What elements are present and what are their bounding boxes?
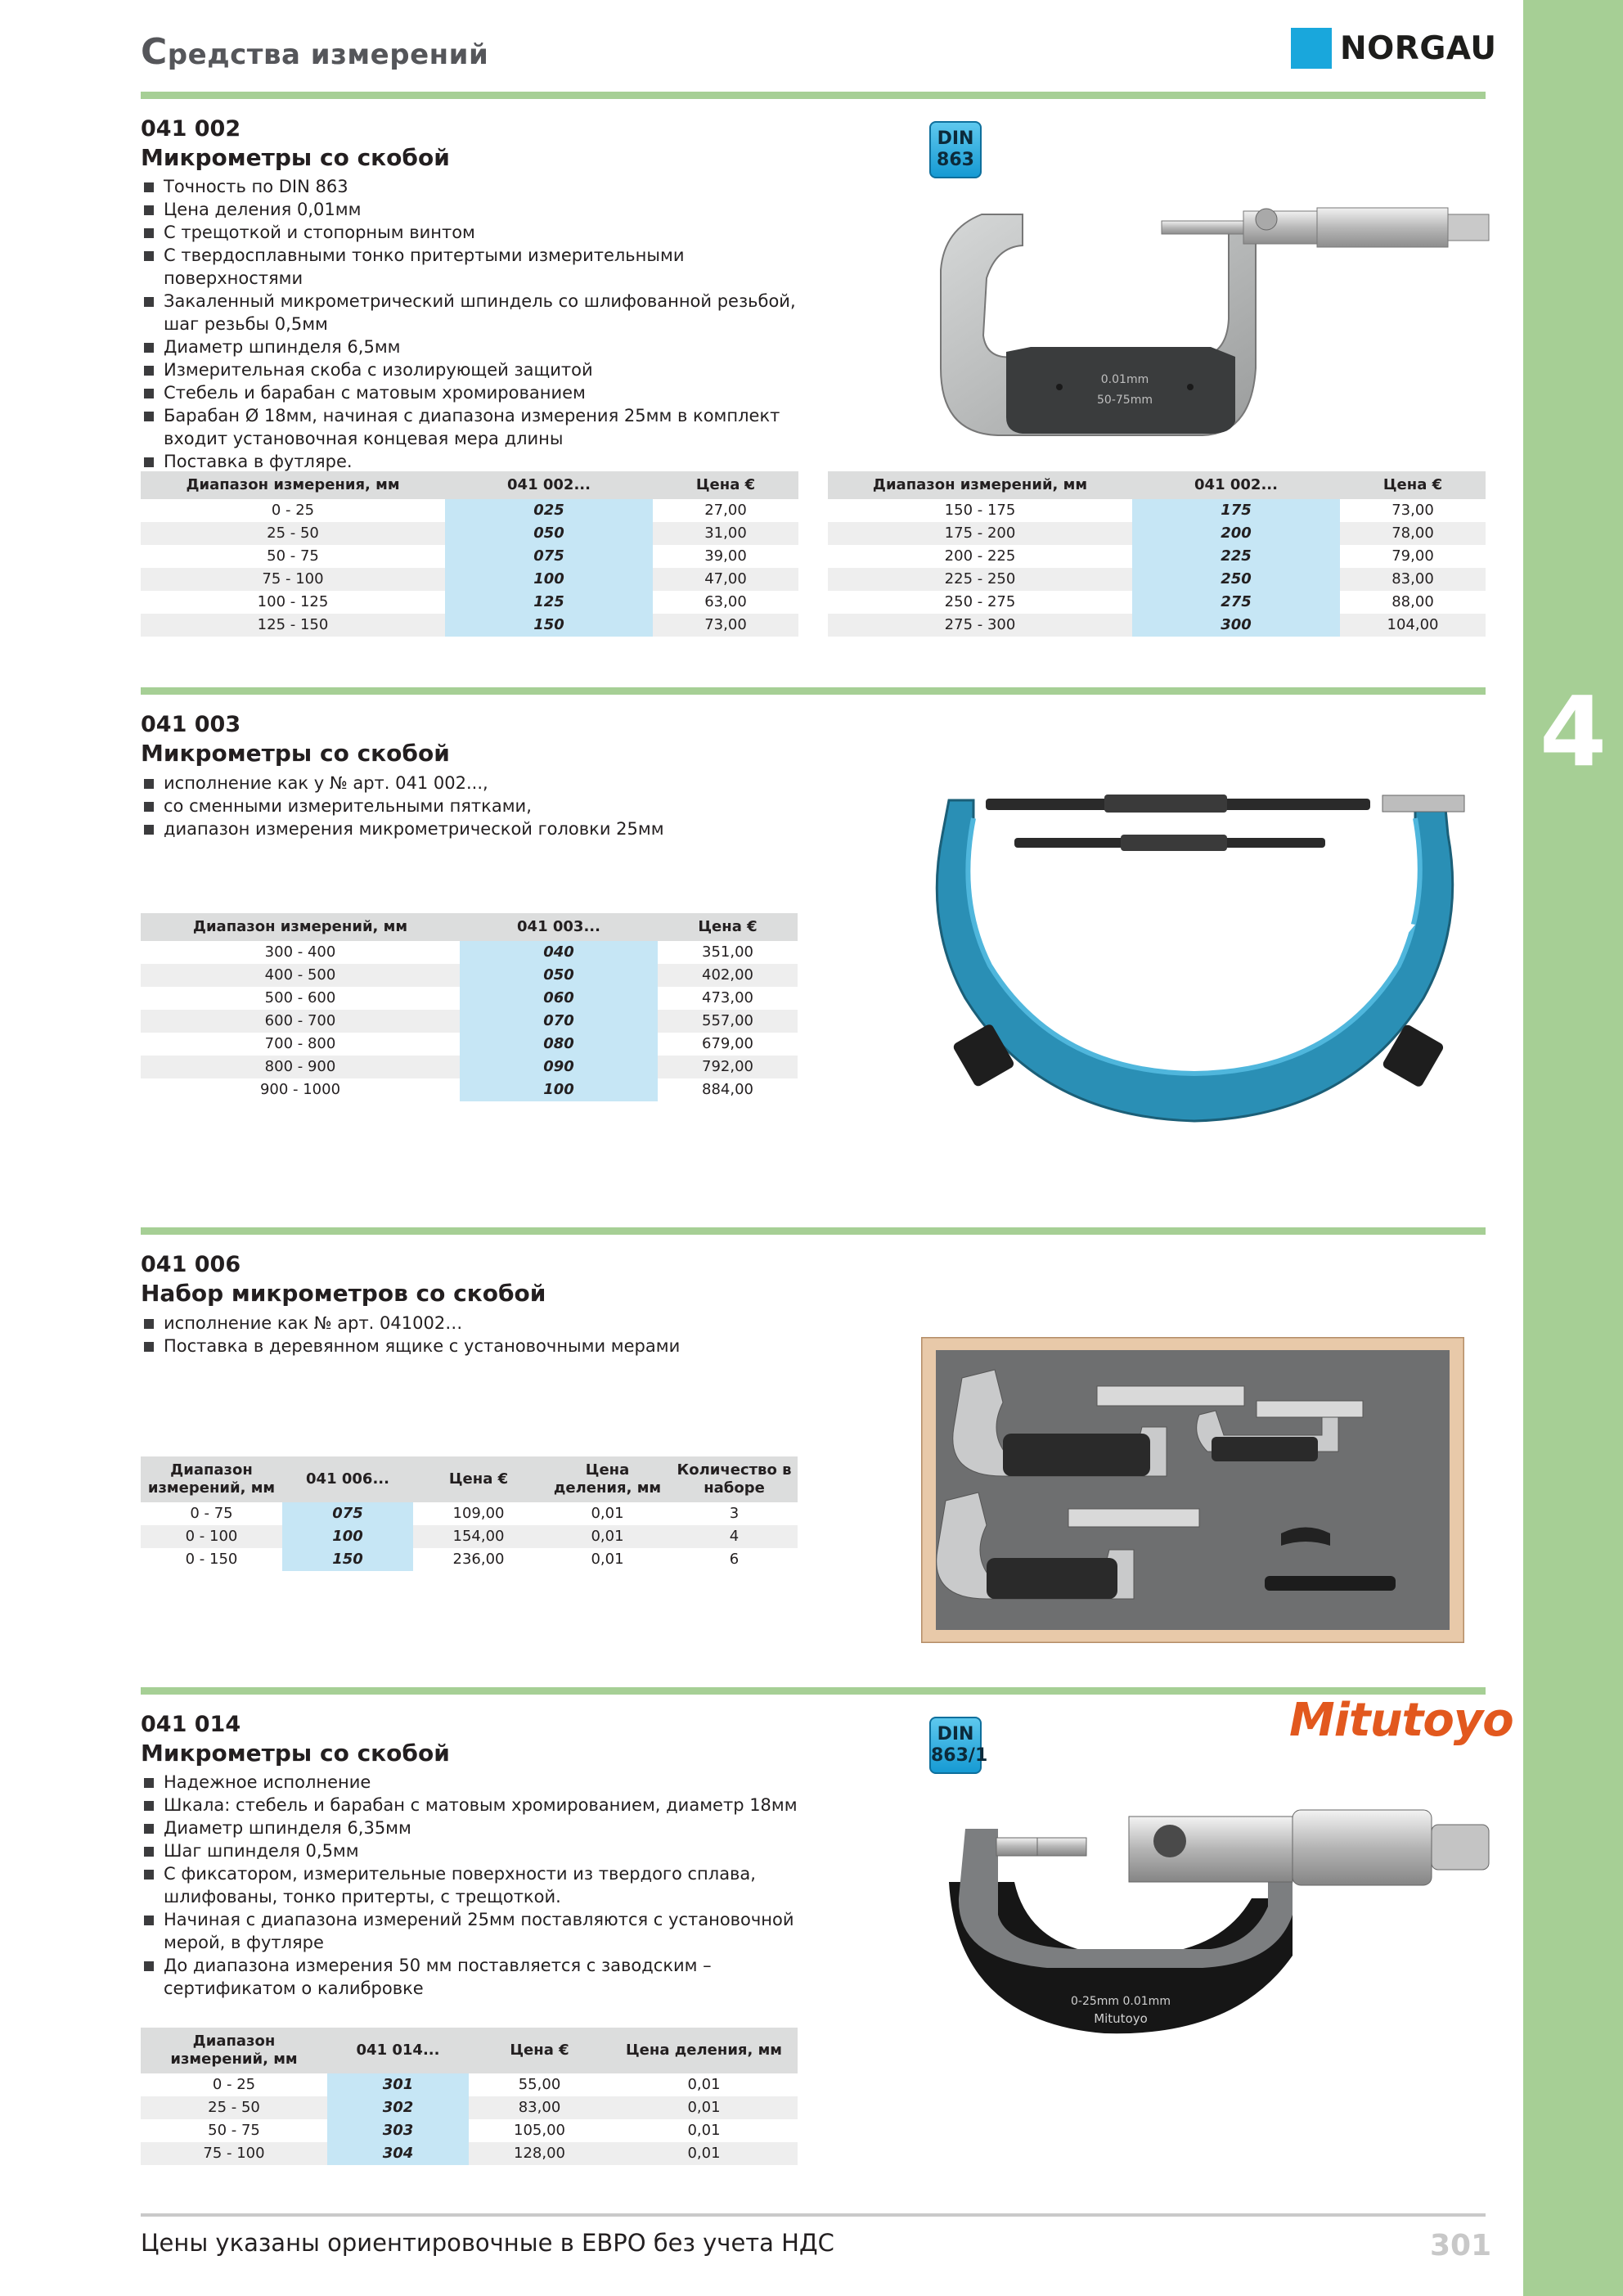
table-row xyxy=(828,591,1486,614)
table-cell: 104,00 xyxy=(1340,614,1486,637)
table-cell: 6 xyxy=(729,1551,740,1568)
article-code-cell: 200 xyxy=(1132,522,1340,545)
table-cell: 175 - 200 xyxy=(828,522,1132,545)
table-row xyxy=(141,1010,798,1033)
table-cell: 25 - 50 xyxy=(141,2096,327,2119)
table-cell: 0,01 xyxy=(544,1525,671,1548)
feature-item: исполнение как у № арт. 041 002..., xyxy=(141,772,803,795)
table-cell: 50 - 75 xyxy=(267,547,319,565)
price-table-left xyxy=(141,471,798,637)
table-cell: 73,00 xyxy=(1391,502,1434,519)
article-code-cell: 090 xyxy=(460,1056,658,1078)
section-divider xyxy=(141,687,1486,695)
table-row xyxy=(141,2096,798,2119)
table-row xyxy=(141,2119,798,2142)
table-cell: 300 - 400 xyxy=(264,943,336,961)
table-cell: 75 - 100 xyxy=(141,568,445,591)
table-cell: 200 - 225 xyxy=(944,547,1016,565)
din-badge xyxy=(929,121,982,178)
article-code-cell: 060 xyxy=(460,987,658,1010)
table-cell: 88,00 xyxy=(1391,593,1434,610)
col-header-price: Цена € xyxy=(469,2028,610,2073)
table-row xyxy=(828,522,1486,545)
table-cell: 75 - 100 xyxy=(141,2142,327,2165)
footer-note: Цены указаны ориентировочные в ЕВРО без учета НДС xyxy=(141,2229,834,2257)
article-code-cell: 040 xyxy=(460,941,658,964)
section-code: 041 002 xyxy=(141,116,241,142)
section-title: Микрометры со скобой xyxy=(141,740,450,767)
feature-item: Измерительная скоба с изолирующей защитой xyxy=(141,358,803,381)
table-row xyxy=(141,1502,798,1525)
table-row xyxy=(141,545,798,568)
micrometer-image xyxy=(933,196,1497,446)
table-row xyxy=(828,499,1486,522)
table-cell: 83,00 xyxy=(469,2096,610,2119)
table-cell: 500 - 600 xyxy=(264,989,336,1006)
table-cell: 0 - 150 xyxy=(185,1551,238,1568)
table-row xyxy=(141,1056,798,1078)
table-cell: 55,00 xyxy=(518,2076,561,2093)
image-text-1: 0.01mm xyxy=(1100,373,1149,386)
col-header-division: Цена деления, мм xyxy=(544,1456,671,1502)
din-badge-line1: DIN xyxy=(937,1724,974,1745)
chapter-number: 4 xyxy=(1539,675,1607,788)
section-code: 041 003 xyxy=(141,712,241,737)
table-cell: 700 - 800 xyxy=(264,1035,336,1052)
col-header-article: 041 014... xyxy=(327,2028,469,2073)
image-text-2: Mitutoyo xyxy=(1094,2011,1148,2026)
feature-item: Диаметр шпинделя 6,5мм xyxy=(141,335,803,358)
table-cell: 150 - 175 xyxy=(944,502,1016,519)
logo-text: NORGAU xyxy=(1340,29,1497,67)
table-cell: 128,00 xyxy=(469,2142,610,2165)
table-cell: 79,00 xyxy=(1391,547,1434,565)
table-cell: 800 - 900 xyxy=(141,1056,460,1078)
col-header-article: 041 006... xyxy=(282,1456,413,1502)
article-code-cell: 070 xyxy=(460,1010,658,1033)
table-cell: 557,00 xyxy=(658,1010,798,1033)
table-cell: 275 - 300 xyxy=(828,614,1132,637)
feature-item: Шкала: стебель и барабан с матовым хромированием, диаметр 18мм xyxy=(141,1794,803,1817)
table-cell: 109,00 xyxy=(452,1505,505,1522)
feature-item: Точность по DIN 863 xyxy=(141,175,803,198)
table-cell: 100 - 125 xyxy=(257,593,329,610)
image-text-2: 50-75mm xyxy=(1097,394,1153,407)
feature-item: Цена деления 0,01мм xyxy=(141,198,803,221)
din-badge-line1: DIN xyxy=(937,128,974,149)
article-code-cell: 175 xyxy=(1132,499,1340,522)
table-cell: 0,01 xyxy=(591,1505,624,1522)
page-title-cap: С xyxy=(141,31,168,73)
table-cell: 0,01 xyxy=(610,2096,798,2119)
feature-item: С трещоткой и стопорным винтом xyxy=(141,221,803,244)
table-row xyxy=(141,591,798,614)
footer-divider xyxy=(141,2213,1486,2217)
section-title: Микрометры со скобой xyxy=(141,144,450,171)
article-code-cell: 100 xyxy=(445,568,653,591)
table-cell: 0,01 xyxy=(687,2122,721,2139)
section-code: 041 006 xyxy=(141,1252,241,1277)
col-header-division: Цена деления, мм xyxy=(610,2028,798,2073)
col-header-quantity: Количество в наборе xyxy=(671,1456,798,1502)
feature-item: со сменными измерительными пятками, xyxy=(141,795,803,817)
col-header-price: Цена € xyxy=(658,913,798,941)
table-row xyxy=(141,2142,798,2165)
article-code-cell: 075 xyxy=(282,1502,413,1525)
col-header-price: Цена € xyxy=(1340,471,1486,499)
table-row xyxy=(141,499,798,522)
image-text-1: 0-25mm 0.01mm xyxy=(1071,1995,1171,2008)
feature-list xyxy=(141,1312,803,1357)
feature-item: Шаг шпинделя 0,5мм xyxy=(141,1839,803,1862)
feature-item: С твердосплавными тонко притертыми измерительными поверхностями xyxy=(141,244,803,290)
table-cell: 3 xyxy=(729,1505,740,1522)
table-cell: 0 - 25 xyxy=(271,502,315,519)
col-header-range: Диапазон измерений, мм xyxy=(141,913,460,941)
table-cell: 600 - 700 xyxy=(141,1010,460,1033)
table-cell: 351,00 xyxy=(702,943,753,961)
article-code-cell: 250 xyxy=(1132,568,1340,591)
table-row xyxy=(141,1033,798,1056)
feature-list xyxy=(141,175,803,473)
table-row xyxy=(141,522,798,545)
table-cell: 83,00 xyxy=(1340,568,1486,591)
article-code-cell: 300 xyxy=(1132,614,1340,637)
table-cell: 402,00 xyxy=(658,964,798,987)
article-code-cell: 125 xyxy=(445,591,653,614)
table-cell: 31,00 xyxy=(653,522,798,545)
col-header-price: Цена € xyxy=(413,1456,544,1502)
article-code-cell: 304 xyxy=(327,2142,469,2165)
din-badge xyxy=(929,1717,988,1774)
table-cell: 47,00 xyxy=(653,568,798,591)
article-code-cell: 080 xyxy=(460,1033,658,1056)
feature-list xyxy=(141,1771,803,2000)
article-code-cell: 025 xyxy=(445,499,653,522)
table-cell: 225 - 250 xyxy=(828,568,1132,591)
col-header-article: 041 003... xyxy=(460,913,658,941)
article-code-cell: 301 xyxy=(327,2073,469,2096)
article-code-cell: 150 xyxy=(282,1548,413,1571)
feature-item: Надежное исполнение xyxy=(141,1771,803,1794)
table-row xyxy=(141,941,798,964)
din-badge-line2: 863/1 xyxy=(931,1745,988,1766)
table-row xyxy=(141,2073,798,2096)
table-cell: 884,00 xyxy=(702,1081,753,1098)
section-divider xyxy=(141,1227,1486,1235)
feature-item: Поставка в футляре. xyxy=(141,450,803,473)
col-header-range: Диапазон измерений, мм xyxy=(828,471,1132,499)
feature-item: Поставка в деревянном ящике с установочными мерами xyxy=(141,1335,803,1357)
table-cell: 73,00 xyxy=(653,614,798,637)
table-cell: 0 - 25 xyxy=(212,2076,256,2093)
feature-item: Барабан Ø 18мм, начиная с диапазона измерения 25мм в комплект входит установочная концевая мера длины xyxy=(141,404,803,450)
chapter-sidebar xyxy=(1523,0,1623,2296)
col-header-price: Цена € xyxy=(653,471,798,499)
col-header-range: Диапазон измерений, мм xyxy=(141,2028,327,2073)
article-code-cell: 303 xyxy=(327,2119,469,2142)
section-title: Набор микрометров со скобой xyxy=(141,1280,546,1307)
table-row xyxy=(141,1548,798,1571)
table-row xyxy=(141,614,798,637)
table-row xyxy=(141,987,798,1010)
norgau-logo xyxy=(1291,27,1497,70)
col-header-range: Диапазон измерения, мм xyxy=(141,471,445,499)
table-cell: 792,00 xyxy=(658,1056,798,1078)
table-row xyxy=(828,568,1486,591)
micrometer-set-image xyxy=(921,1337,1464,1643)
section-divider xyxy=(141,92,1486,99)
page-number: 301 xyxy=(1430,2229,1492,2262)
table-cell: 125 - 150 xyxy=(141,614,445,637)
table-cell: 63,00 xyxy=(704,593,747,610)
large-micrometer-image xyxy=(924,786,1472,1137)
table-cell: 27,00 xyxy=(704,502,747,519)
table-cell: 679,00 xyxy=(702,1035,753,1052)
feature-item: Диаметр шпинделя 6,35мм xyxy=(141,1817,803,1839)
article-code-cell: 100 xyxy=(282,1525,413,1548)
din-badge-line2: 863 xyxy=(937,150,974,170)
article-code-cell: 075 xyxy=(445,545,653,568)
feature-item: исполнение как № арт. 041002… xyxy=(141,1312,803,1335)
feature-item: Закаленный микрометрический шпиндель со шлифованной резьбой, шаг резьбы 0,5мм xyxy=(141,290,803,335)
mitutoyo-micrometer-image xyxy=(941,1792,1497,2046)
mitutoyo-logo: Mitutoyo xyxy=(1289,1694,1513,1747)
table-cell: 39,00 xyxy=(704,547,747,565)
table-row xyxy=(141,1078,798,1101)
table-cell: 0,01 xyxy=(687,2076,721,2093)
table-row xyxy=(828,614,1486,637)
section-title: Микрометры со скобой xyxy=(141,1740,450,1767)
article-code-cell: 275 xyxy=(1132,591,1340,614)
table-row xyxy=(141,964,798,987)
article-code-cell: 050 xyxy=(460,964,658,987)
table-cell: 0,01 xyxy=(610,2142,798,2165)
table-cell: 25 - 50 xyxy=(141,522,445,545)
table-cell: 154,00 xyxy=(413,1525,544,1548)
table-cell: 236,00 xyxy=(452,1551,505,1568)
table-cell: 0 - 75 xyxy=(190,1505,233,1522)
price-table xyxy=(141,1456,798,1571)
article-code-cell: 302 xyxy=(327,2096,469,2119)
table-cell: 900 - 1000 xyxy=(259,1081,341,1098)
feature-item: С фиксатором, измерительные поверхности из твердого сплава, шлифованы, тонко притерты, с трещоткой. xyxy=(141,1862,803,1908)
page-title xyxy=(141,31,488,73)
table-row xyxy=(141,568,798,591)
section-code: 041 014 xyxy=(141,1712,241,1737)
col-header-article: 041 002... xyxy=(445,471,653,499)
table-row xyxy=(828,545,1486,568)
price-table-right xyxy=(828,471,1486,637)
logo-square-icon xyxy=(1291,28,1332,69)
page-title-rest: редства измерений xyxy=(167,38,489,71)
table-cell: 250 - 275 xyxy=(944,593,1016,610)
article-code-cell: 150 xyxy=(445,614,653,637)
col-header-article: 041 002... xyxy=(1132,471,1340,499)
table-cell: 78,00 xyxy=(1340,522,1486,545)
feature-item: Начиная с диапазона измерений 25мм поставляются с установочной мерой, в футляре xyxy=(141,1908,803,1954)
article-code-cell: 225 xyxy=(1132,545,1340,568)
table-cell: 473,00 xyxy=(702,989,753,1006)
table-cell: 4 xyxy=(671,1525,798,1548)
table-row xyxy=(141,1525,798,1548)
feature-item: До диапазона измерения 50 мм поставляется с заводским – сертификатом о калибровке xyxy=(141,1954,803,2000)
feature-item: Стебель и барабан с матовым хромированием xyxy=(141,381,803,404)
article-code-cell: 100 xyxy=(460,1078,658,1101)
table-cell: 400 - 500 xyxy=(141,964,460,987)
table-cell: 105,00 xyxy=(514,2122,565,2139)
price-table xyxy=(141,913,798,1101)
feature-list xyxy=(141,772,803,840)
article-code-cell: 050 xyxy=(445,522,653,545)
table-cell: 50 - 75 xyxy=(208,2122,260,2139)
col-header-range: Диапазон измерений, мм xyxy=(141,1456,282,1502)
table-cell: 0,01 xyxy=(591,1551,624,1568)
feature-item: диапазон измерения микрометрической головки 25мм xyxy=(141,817,803,840)
price-table xyxy=(141,2028,798,2165)
table-cell: 0 - 100 xyxy=(141,1525,282,1548)
section-divider xyxy=(141,1687,1486,1695)
